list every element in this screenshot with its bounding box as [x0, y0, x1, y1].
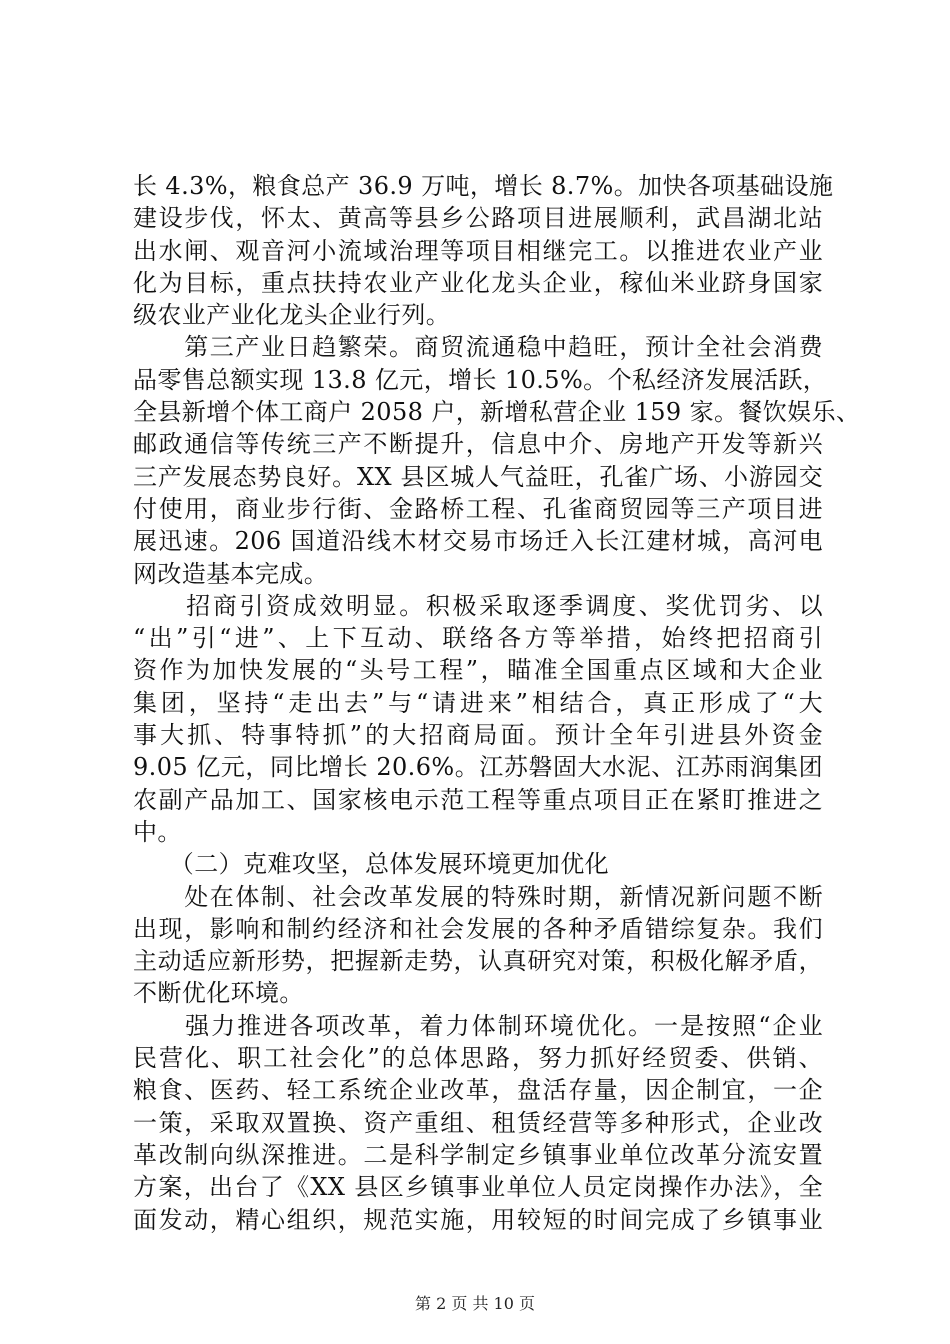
- text-line: 民营化、职工社会化”的总体思路，努力抓好经贸委、供销、: [133, 1044, 823, 1073]
- text-line: 中。: [133, 817, 182, 846]
- text-line: 集团，坚持“走出去”与“请进来”相结合，真正形成了“大: [133, 688, 823, 717]
- text-line: “出”引“进”、上下互动、联络各方等举措，始终把招商引: [133, 624, 823, 653]
- text-line: 不断优化环境。: [133, 979, 304, 1008]
- body-text: [133, 170, 861, 1236]
- text-line: 三产发展态势良好。XX 县区城人气益旺，孔雀广场、小游园交: [133, 462, 823, 491]
- text-line: 建设步伐，怀太、黄高等县乡公路项目进展顺利，武昌湖北站: [133, 204, 823, 233]
- text-line: 事大抓、特事特抓”的大招商局面。预计全年引进县外资金: [133, 721, 823, 750]
- text-line: 资作为加快发展的“头号工程”，瞄准全国重点区域和大企业: [133, 656, 823, 685]
- text-line: 邮政通信等传统三产不断提升，信息中介、房地产开发等新兴: [133, 430, 823, 459]
- text-line: 主动适应新形势，把握新走势，认真研究对策，积极化解矛盾，: [133, 947, 823, 976]
- text-line: 处在体制、社会改革发展的特殊时期，新情况新问题不断: [133, 882, 823, 911]
- text-line: 品零售总额实现 13.8 亿元，增长 10.5%。个私经济发展活跃，: [133, 365, 828, 394]
- text-line: 一策，采取双置换、资产重组、租赁经营等多种形式，企业改: [133, 1108, 823, 1137]
- page-number-footer: 第 2 页 共 10 页: [415, 1294, 535, 1313]
- text-line: 农副产品加工、国家核电示范工程等重点项目正在紧盯推进之: [133, 785, 823, 814]
- text-line: 化为目标，重点扶持农业产业化龙头企业，稼仙米业跻身国家: [133, 268, 823, 297]
- text-line: 革改制向纵深推进。二是科学制定乡镇事业单位改革分流安置: [133, 1140, 823, 1169]
- text-line: 出水闸、观音河小流域治理等项目相继完工。以推进农业产业: [133, 236, 823, 265]
- text-line: 第三产业日趋繁荣。商贸流通稳中趋旺，预计全社会消费: [133, 333, 823, 362]
- text-line: 9.05 亿元，同比增长 20.6%。江苏磐固大水泥、江苏雨润集团: [133, 753, 823, 782]
- text-line: 强力推进各项改革，着力体制环境优化。一是按照“企业: [133, 1011, 823, 1040]
- section-heading: （二）克难攻坚，总体发展环境更加优化: [133, 850, 609, 879]
- text-line: 面发动，精心组织，规范实施，用较短的时间完成了乡镇事业: [133, 1205, 823, 1234]
- text-line: 长 4.3%，粮食总产 36.9 万吨，增长 8.7%。加快各项基础设施: [133, 172, 834, 200]
- text-line: 网改造基本完成。: [133, 559, 329, 588]
- text-line: 方案，出台了《XX 县区乡镇事业单位人员定岗操作办法》，全: [133, 1173, 823, 1202]
- text-line: 级农业产业化龙头企业行列。: [133, 301, 451, 330]
- text-line: 出现，影响和制约经济和社会发展的各种矛盾错综复杂。我们: [133, 914, 823, 943]
- text-line: 招商引资成效明显。积极采取逐季调度、奖优罚劣、以: [133, 591, 823, 620]
- text-line: 展迅速。206 国道沿线木材交易市场迁入长江建材城，高河电: [133, 527, 823, 556]
- text-line: 全县新增个体工商户 2058 户，新增私营企业 159 家。餐饮娱乐、: [133, 398, 861, 427]
- text-line: 粮食、医药、轻工系统企业改革，盘活存量，因企制宜，一企: [133, 1076, 823, 1105]
- text-line: 付使用，商业步行街、金路桥工程、孔雀商贸园等三产项目进: [133, 494, 823, 523]
